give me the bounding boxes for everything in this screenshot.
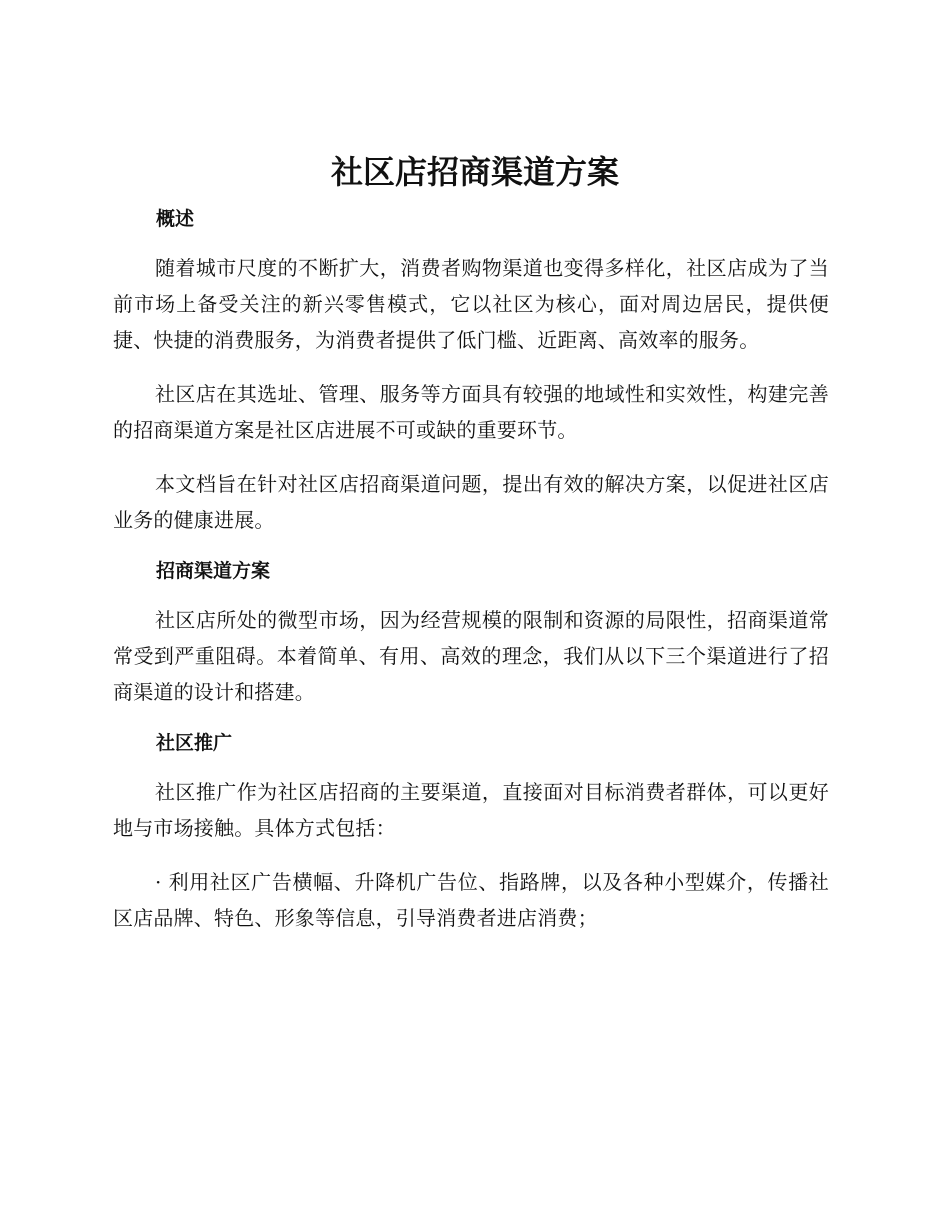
section-heading-overview: 概述 xyxy=(156,208,195,230)
paragraph: 社区店在其选址、管理、服务等方面具有较强的地域性和实效性，构建完善的招商渠道方案是社区店进展不可或缺的重要环节。 xyxy=(113,382,829,442)
section-heading-community-promotion: 社区推广 xyxy=(156,732,233,754)
document-body xyxy=(113,202,829,954)
paragraph: 社区推广作为社区店招商的主要渠道，直接面对目标消费者群体，可以更好地与市场接触。具体方式包括： xyxy=(113,780,829,840)
paragraph: 随着城市尺度的不断扩大，消费者购物渠道也变得多样化，社区店成为了当前市场上备受关注的新兴零售模式，它以社区为核心，面对周边居民，提供便捷、快捷的消费服务，为消费者提供了低门槛、近距离、高效率的服务。 xyxy=(113,256,829,352)
paragraph: 社区店所处的微型市场，因为经营规模的限制和资源的局限性，招商渠道常常受到严重阻碍。本着简单、有用、高效的理念，我们从以下三个渠道进行了招商渠道的设计和搭建。 xyxy=(113,608,829,704)
section-heading-channel-plan: 招商渠道方案 xyxy=(156,560,271,582)
paragraph: 本文档旨在针对社区店招商渠道问题，提出有效的解决方案，以促进社区店业务的健康进展。 xyxy=(113,472,829,532)
document-title: 社区店招商渠道方案 xyxy=(330,153,619,191)
bullet-item: · 利用社区广告横幅、升降机广告位、指路牌，以及各种小型媒介，传播社区店品牌、特色、形象等信息，引导消费者进店消费； xyxy=(113,870,829,930)
